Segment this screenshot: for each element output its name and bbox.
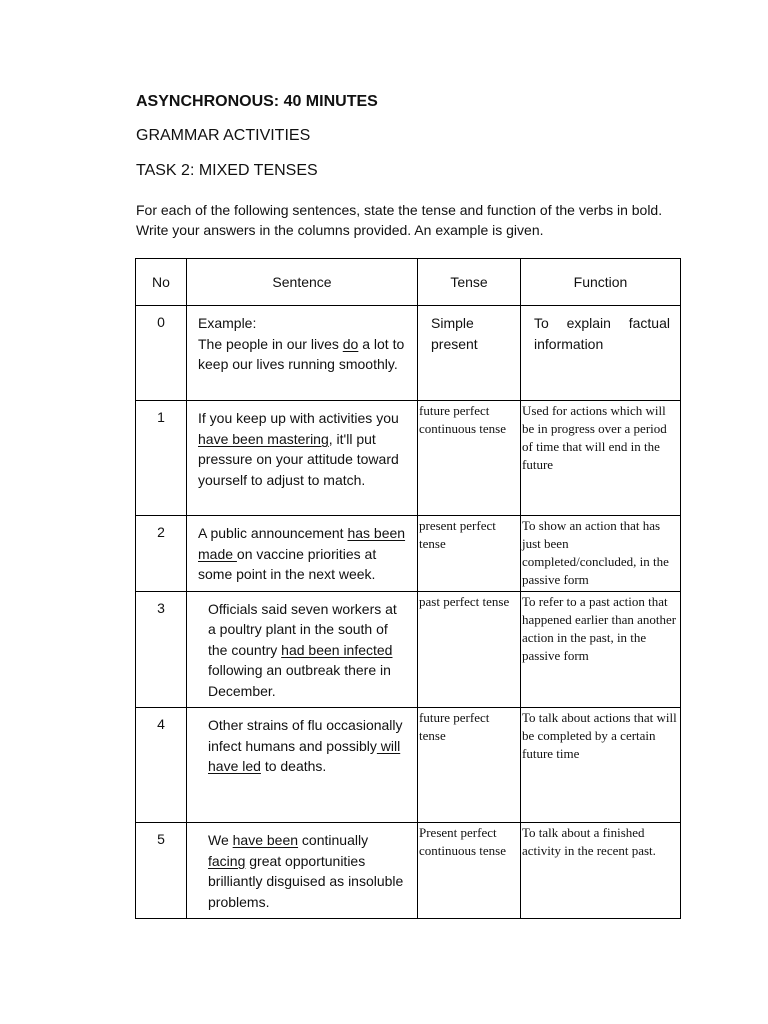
sentence-cell bbox=[187, 516, 418, 592]
tense-cell: Simple present bbox=[418, 306, 521, 401]
row-number: 3 bbox=[136, 591, 187, 708]
row-number: 0 bbox=[136, 306, 187, 401]
sentence-cell bbox=[187, 708, 418, 823]
sentence-cell bbox=[187, 823, 418, 919]
sentence-text: Other strains of flu occasionally infect humans and possibly bbox=[208, 717, 403, 754]
header-function: Function bbox=[521, 259, 681, 306]
instructions-text: For each of the following sentences, state the tense and function of the verbs in bold. Write your answers in the columns provided. An example is given. bbox=[136, 202, 663, 238]
header-tense: Tense bbox=[418, 259, 521, 306]
row-number: 4 bbox=[136, 708, 187, 823]
target-verb: have been bbox=[232, 832, 299, 848]
table-row bbox=[136, 591, 681, 708]
row-number: 1 bbox=[136, 401, 187, 516]
example-label: Example: bbox=[198, 315, 257, 331]
table-row bbox=[136, 823, 681, 919]
target-verb: has been made bbox=[198, 525, 406, 562]
row-number: 5 bbox=[136, 823, 187, 919]
page-title: ASYNCHRONOUS: 40 MINUTES bbox=[136, 93, 378, 110]
sentence-text: to deaths. bbox=[260, 758, 327, 774]
row-number: 2 bbox=[136, 516, 187, 592]
function-cell: To refer to a past action that happened earlier than another action in the past, in the passive form bbox=[521, 591, 681, 708]
function-cell: To talk about actions that will be completed by a certain future time bbox=[521, 708, 681, 823]
sentence-cell bbox=[187, 401, 418, 516]
tense-cell: present perfect tense bbox=[418, 516, 521, 592]
function-cell: Used for actions which will be in progress over a period of time that will end in the future bbox=[521, 401, 681, 516]
table-header-row bbox=[136, 259, 681, 306]
task-title: TASK 2: MIXED TENSES bbox=[136, 162, 318, 179]
sentence-text: We bbox=[208, 832, 233, 848]
table-row bbox=[136, 516, 681, 592]
tense-cell: future perfect continuous tense bbox=[418, 401, 521, 516]
sentence-text: continually bbox=[298, 832, 369, 848]
sentence-text: great opportunities brilliantly disguised as insoluble problems. bbox=[208, 852, 404, 910]
sentence-cell bbox=[187, 306, 418, 401]
table-row bbox=[136, 306, 681, 401]
function-cell: To explain factual information bbox=[521, 306, 681, 401]
header-sentence: Sentence bbox=[187, 259, 418, 306]
function-cell: To talk about a finished activity in the recent past. bbox=[521, 823, 681, 919]
header-no: No bbox=[136, 259, 187, 306]
target-verb: have been mastering bbox=[198, 430, 329, 447]
table-row bbox=[136, 401, 681, 516]
tense-cell: future perfect tense bbox=[418, 708, 521, 823]
sentence-text: on vaccine priorities at some point in the next week. bbox=[198, 545, 377, 582]
target-verb: facing bbox=[208, 852, 246, 869]
sentence-text: , it'll put pressure on your attitude toward yourself to adjust to match. bbox=[198, 430, 399, 488]
sentence-cell bbox=[187, 591, 418, 708]
sentence-text: The people in our lives bbox=[198, 335, 343, 352]
target-verb: had been infected bbox=[281, 641, 393, 658]
sentence-text: a lot to keep our lives running smoothly. bbox=[198, 335, 405, 372]
tense-cell: past perfect tense bbox=[418, 591, 521, 708]
sentence-text: If you keep up with activities you bbox=[198, 410, 399, 426]
target-verb: will have led bbox=[208, 737, 401, 774]
tenses-table bbox=[135, 258, 681, 919]
table-row bbox=[136, 708, 681, 823]
sentence-text: A public announcement bbox=[198, 525, 348, 541]
section-title: GRAMMAR ACTIVITIES bbox=[136, 127, 311, 144]
target-verb: do bbox=[342, 335, 359, 352]
sentence-text: following an outbreak there in December. bbox=[208, 662, 391, 699]
sentence-text: Officials said seven workers at a poultry plant in the south of the country bbox=[208, 600, 397, 658]
tense-cell: Present perfect continuous tense bbox=[418, 823, 521, 919]
function-cell: To show an action that has just been completed/concluded, in the passive form bbox=[521, 516, 681, 592]
